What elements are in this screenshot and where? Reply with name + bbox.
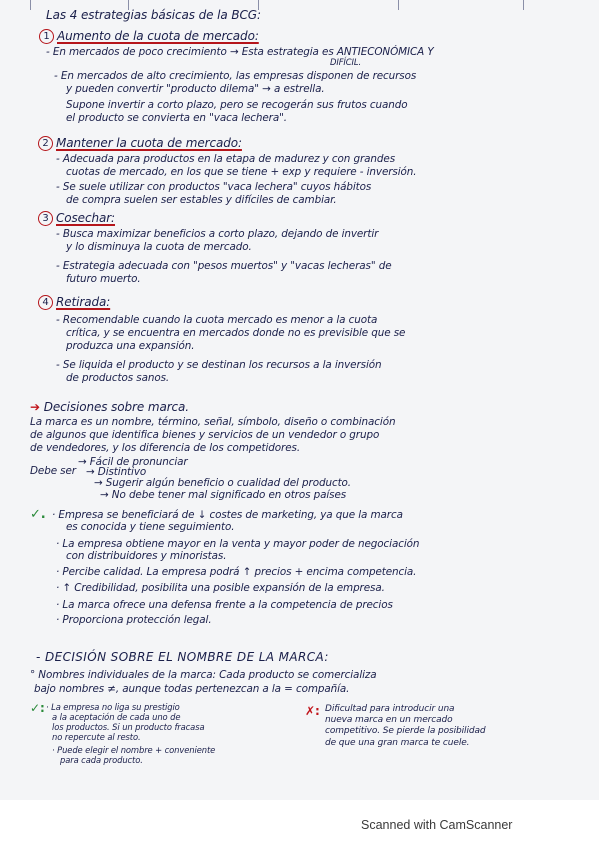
text-line: es conocida y tiene seguimiento. (66, 521, 235, 533)
section-number-badge: 1 (39, 29, 54, 44)
section-title: Cosechar: (56, 211, 115, 225)
grid-line (523, 0, 524, 10)
cross-icon: ✗: (305, 704, 320, 718)
text-line: bajo nombres ≠, aunque todas pertenezcan a la = compañía. (34, 683, 350, 695)
text-line: de vendedores, y los diferencia de los competidores. (30, 442, 301, 454)
text-line: - En mercados de poco crecimiento → Esta estrategia es ANTIECONÓMICA Y (46, 46, 434, 58)
section-3-heading (38, 211, 115, 226)
nombre-heading: - DECISIÓN SOBRE EL NOMBRE DE LA MARCA: (36, 650, 329, 664)
text-line: el producto se convierta en "vaca lechera". (66, 112, 287, 124)
text-line: · Proporciona protección legal. (56, 614, 212, 626)
text-line: → Sugerir algún beneficio o cualidad del producto. (94, 477, 351, 489)
text-line: - Se liquida el producto y se destinan los recursos a la inversión (56, 359, 382, 371)
text-line: - En mercados de alto crecimiento, las empresas disponen de recursos (54, 70, 417, 82)
text-line: · La empresa no liga su prestigio (46, 702, 180, 712)
text-line: con distribuidores y minoristas. (66, 550, 227, 562)
section-number-badge: 2 (38, 136, 53, 151)
text-line: - Adecuada para productos en la etapa de madurez y con grandes (56, 153, 396, 165)
section-title: Aumento de la cuota de mercado: (57, 29, 259, 43)
text-line: Dificultad para introducir una (325, 704, 455, 714)
page-title: Las 4 estrategias básicas de la BCG: (46, 8, 261, 22)
text-line: cuotas de mercado, en los que se tiene + exp y requiere - inversión. (66, 166, 417, 178)
text-line: y pueden convertir "producto dilema" → a estrella. (66, 83, 325, 95)
grid-line (398, 0, 399, 10)
text-line: · ↑ Credibilidad, posibilita una posible expansión de la empresa. (56, 582, 385, 594)
text-line: - Se suele utilizar con productos "vaca lechera" cuyos hábitos (56, 181, 372, 193)
section-title: Retirada: (56, 295, 111, 309)
check-icon: ✓: (30, 701, 45, 715)
text-line: · Percibe calidad. La empresa podrá ↑ precios + encima competencia. (56, 566, 417, 578)
text-line: de algunos que identifica bienes y servicios de un vendedor o grupo (30, 429, 380, 441)
arrow-bullet-icon: ➔ (30, 400, 40, 414)
grid-line (30, 0, 31, 10)
section-number-badge: 4 (38, 295, 53, 310)
text-line: - Busca maximizar beneficios a corto plazo, dejando de invertir (56, 228, 379, 240)
text-line: · La empresa obtiene mayor en la venta y mayor poder de negociación (56, 538, 420, 550)
text-line: - Estrategia adecuada con "pesos muertos" y "vacas lecheras" de (56, 260, 392, 272)
section-1-heading (39, 29, 259, 44)
text-line: → No debe tener mal significado en otros países (100, 489, 347, 501)
camscanner-watermark: Scanned with CamScanner (361, 818, 513, 832)
debe-ser-label: Debe ser (30, 465, 76, 477)
text-line: futuro muerto. (66, 273, 141, 285)
text-line: no repercute al resto. (52, 732, 141, 742)
text-line: los productos. Si un producto fracasa (52, 722, 205, 732)
marca-heading (30, 401, 189, 413)
text-line: → Distintivo (86, 466, 147, 478)
text-line: para cada producto. (60, 755, 143, 765)
section-number-badge: 3 (38, 211, 53, 226)
text-line: de compra suelen ser estables y difíciles de cambiar. (66, 194, 337, 206)
text-line: - Recomendable cuando la cuota mercado es menor a la cuota (56, 314, 378, 326)
text-line: competitivo. Se pierde la posibilidad (325, 726, 486, 736)
text-line: Supone invertir a corto plazo, pero se recogerán sus frutos cuando (66, 99, 408, 111)
text-line: · La marca ofrece una defensa frente a la competencia de precios (56, 599, 393, 611)
text-line: crítica, y se encuentra en mercados donde no es previsible que se (66, 327, 406, 339)
section-2-heading (38, 136, 242, 151)
text-line: ° Nombres individuales de la marca: Cada producto se comercializa (30, 669, 377, 681)
text-line: La marca es un nombre, término, señal, símbolo, diseño o combinación (30, 416, 396, 428)
text-line: y lo disminuya la cuota de mercado. (66, 241, 252, 253)
section-title: Decisiones sobre marca. (43, 400, 190, 414)
text-line: de que una gran marca te cuele. (325, 738, 470, 748)
text-line: → Fácil de pronunciar (78, 456, 188, 468)
section-title: Mantener la cuota de mercado: (56, 136, 242, 150)
section-4-heading (38, 295, 110, 310)
check-icon: ✓. (30, 507, 46, 522)
text-line: produzca una expansión. (66, 340, 195, 352)
text-line: de productos sanos. (66, 372, 170, 384)
text-line: a la aceptación de cada uno de (52, 712, 181, 722)
text-line: · Empresa se beneficiará de ↓ costes de marketing, ya que la marca (52, 509, 403, 521)
text-line: nueva marca en un mercado (325, 715, 453, 725)
text-line: DIFÍCIL. (330, 57, 362, 67)
text-line: · Puede elegir el nombre + conveniente (52, 745, 216, 755)
